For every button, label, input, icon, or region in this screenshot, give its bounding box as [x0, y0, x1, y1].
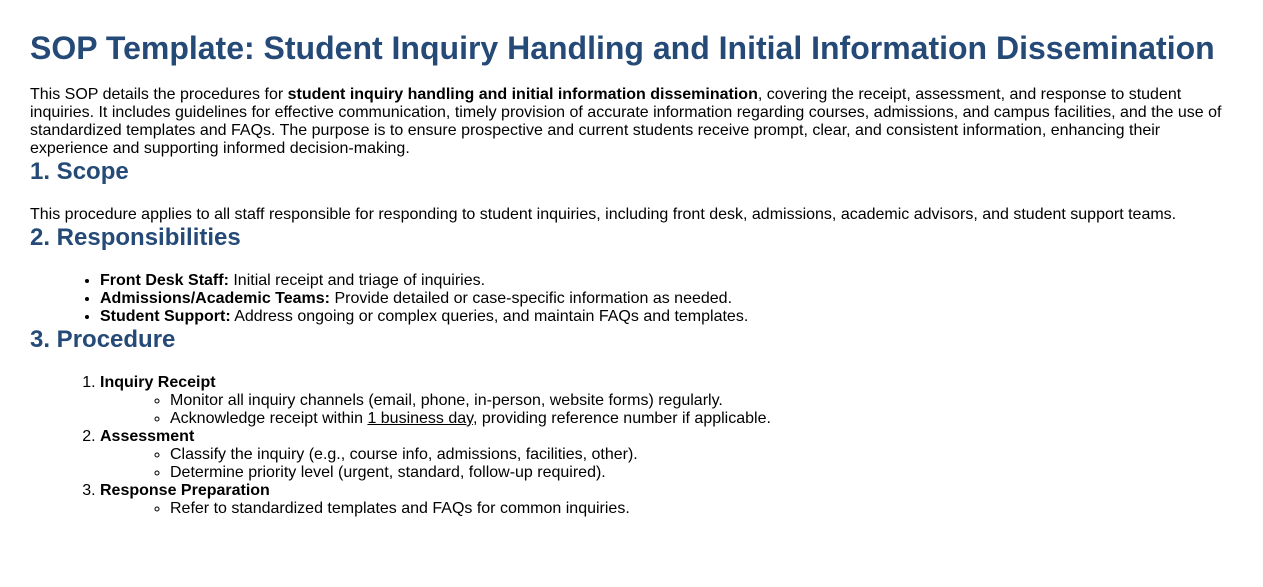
list-item — [170, 410, 1233, 428]
step-substeps-list — [100, 500, 1233, 518]
substep-text-start: Acknowledge receipt within — [170, 410, 368, 427]
step-title: Response Preparation — [100, 482, 270, 499]
procedure-heading: 3. Procedure — [30, 326, 176, 353]
role-label: Front Desk Staff: — [100, 272, 229, 289]
scope-paragraph: This procedure applies to all staff responsible for responding to student inquiries, including front desk, admissions, academic advisors, and student support teams. — [30, 206, 1177, 223]
list-item — [100, 272, 1233, 290]
list-item — [100, 290, 1233, 308]
step-substeps-list — [100, 446, 1233, 482]
intro-paragraph — [30, 86, 1230, 158]
list-item: ◦ Classify the inquiry (e.g., course info, admissions, facilities, other). — [170, 446, 1233, 464]
role-description: Address ongoing or complex queries, and maintain FAQs and templates. — [230, 308, 749, 325]
list-item: ◦ Monitor all inquiry channels (email, phone, in-person, website forms) regularly. — [170, 392, 1233, 410]
procedure-step — [100, 482, 1233, 518]
list-item: ◦ Refer to standardized templates and FAQs for common inquiries. — [170, 500, 1233, 518]
role-label: Student Support: — [100, 308, 231, 325]
intro-text-start: This SOP details the procedures for — [30, 86, 288, 103]
scope-heading: 1. Scope — [30, 158, 129, 185]
list-item: ◦ Determine priority level (urgent, standard, follow-up required). — [170, 464, 1233, 482]
role-description: Initial receipt and triage of inquiries. — [228, 272, 486, 289]
responsibilities-heading: 2. Responsibilities — [30, 224, 241, 251]
role-description: Provide detailed or case-specific information as needed. — [330, 290, 733, 307]
substep-text-underlined: 1 business day — [367, 410, 473, 427]
step-title: Inquiry Receipt — [100, 374, 216, 391]
intro-text-bold: student inquiry handling and initial information dissemination — [287, 86, 758, 103]
intro-text-end: , covering the receipt, assessment, and response to student inquiries. It includes guidelines for effective communication, timely provision of accurate information regarding courses, admissions, and campus facilities, and the use of standardized templates and FAQs. The purpose is to ensure prospective and current students receive prompt, clear, and consistent information, enhancing their experience and supporting informed decision-making. — [30, 86, 1222, 157]
step-substeps-list — [100, 392, 1233, 428]
procedure-steps-list — [30, 374, 1233, 518]
responsibilities-list — [30, 272, 1233, 326]
substep-text-end: , providing reference number if applicable. — [472, 410, 771, 427]
procedure-step — [100, 374, 1233, 428]
procedure-step — [100, 428, 1233, 482]
document-title: SOP Template: Student Inquiry Handling and Initial Information Dissemination — [30, 30, 1215, 66]
role-label: Admissions/Academic Teams: — [100, 290, 331, 307]
list-item — [100, 308, 1233, 326]
step-title: Assessment — [100, 428, 195, 445]
